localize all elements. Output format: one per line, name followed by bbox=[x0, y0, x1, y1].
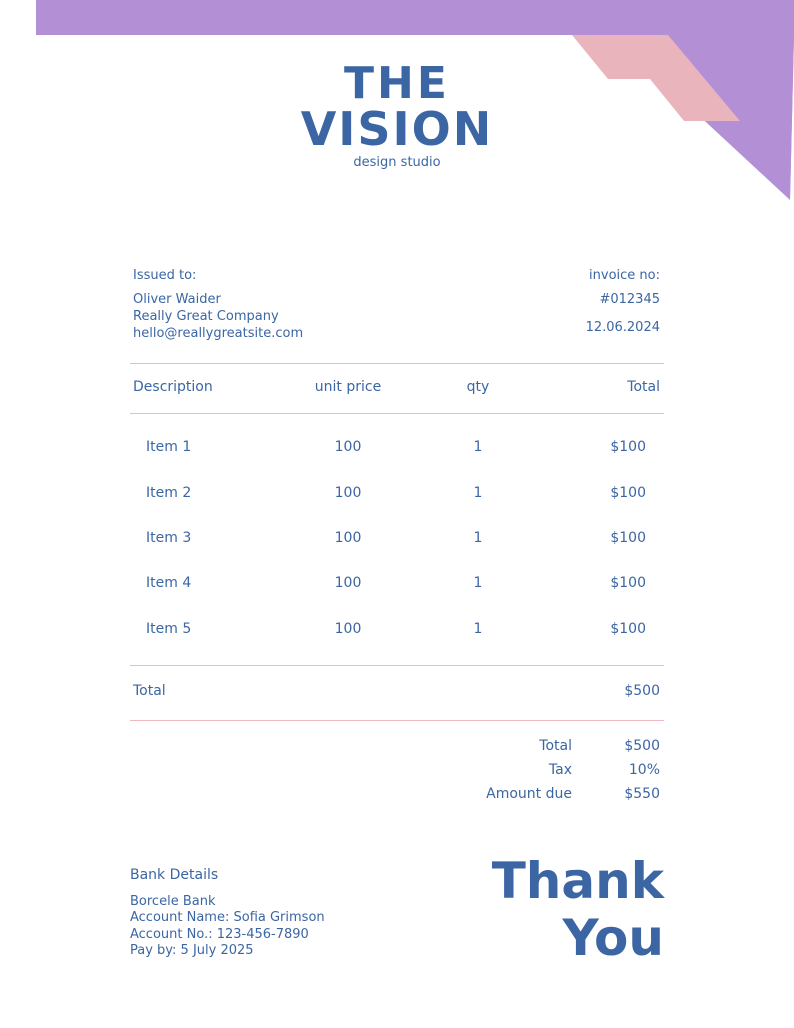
table-body-rule bbox=[130, 665, 664, 666]
row-unit-price: 100 bbox=[334, 575, 362, 591]
table-row bbox=[0, 529, 794, 549]
table-row bbox=[0, 574, 794, 594]
summary-total-value: $500 bbox=[624, 738, 660, 754]
bank-name: Borcele Bank bbox=[130, 894, 216, 909]
summary-tax-value: 10% bbox=[628, 762, 660, 778]
client-company: Really Great Company bbox=[133, 309, 279, 324]
table-bottom-rule bbox=[130, 720, 664, 721]
invoice-date: 12.06.2024 bbox=[585, 320, 660, 335]
row-qty: 1 bbox=[473, 575, 483, 591]
header-band bbox=[36, 0, 794, 35]
row-qty: 1 bbox=[473, 485, 483, 501]
table-row bbox=[0, 438, 794, 458]
table-header-rule bbox=[130, 413, 664, 414]
row-total: $100 bbox=[610, 439, 646, 455]
row-qty: 1 bbox=[473, 621, 483, 637]
header-qty: qty bbox=[466, 379, 490, 395]
row-description: Item 5 bbox=[146, 621, 192, 637]
bank-account-number: Account No.: 123-456-7890 bbox=[130, 927, 309, 942]
row-total: $100 bbox=[610, 530, 646, 546]
row-unit-price: 100 bbox=[334, 530, 362, 546]
issued-to-label: Issued to: bbox=[133, 268, 197, 283]
summary-total-label: Total bbox=[539, 738, 572, 754]
thank-you-line2: You bbox=[562, 909, 664, 967]
bank-details-title: Bank Details bbox=[130, 867, 219, 883]
summary-amount-due-label: Amount due bbox=[486, 786, 572, 802]
summary-tax-label: Tax bbox=[548, 762, 572, 778]
table-top-rule bbox=[130, 363, 664, 364]
table-footer-value: $500 bbox=[624, 683, 660, 699]
invoice-number-label: invoice no: bbox=[589, 268, 660, 283]
row-description: Item 2 bbox=[146, 485, 192, 501]
client-email: hello@reallygreatsite.com bbox=[133, 326, 304, 341]
row-description: Item 4 bbox=[146, 575, 192, 591]
logo-title-line1: THE bbox=[344, 58, 450, 109]
header-unit-price: unit price bbox=[314, 379, 382, 395]
row-total: $100 bbox=[610, 621, 646, 637]
client-name: Oliver Waider bbox=[133, 292, 221, 307]
row-description: Item 3 bbox=[146, 530, 192, 546]
summary-amount-due-value: $550 bbox=[624, 786, 660, 802]
bank-pay-by: Pay by: 5 July 2025 bbox=[130, 943, 254, 958]
logo-subtitle: design studio bbox=[353, 155, 441, 170]
logo-title-line2: VISION bbox=[300, 102, 494, 156]
row-unit-price: 100 bbox=[334, 485, 362, 501]
header-description: Description bbox=[133, 379, 213, 395]
row-qty: 1 bbox=[473, 530, 483, 546]
table-footer-label: Total bbox=[133, 683, 166, 699]
table-row bbox=[0, 484, 794, 504]
row-unit-price: 100 bbox=[334, 439, 362, 455]
row-description: Item 1 bbox=[146, 439, 192, 455]
bank-account-name: Account Name: Sofia Grimson bbox=[130, 910, 325, 925]
row-total: $100 bbox=[610, 575, 646, 591]
header-total: Total bbox=[627, 379, 660, 395]
thank-you-line1: Thank bbox=[491, 852, 664, 910]
invoice-number: #012345 bbox=[599, 292, 660, 307]
row-unit-price: 100 bbox=[334, 621, 362, 637]
table-row bbox=[0, 620, 794, 640]
row-total: $100 bbox=[610, 485, 646, 501]
row-qty: 1 bbox=[473, 439, 483, 455]
